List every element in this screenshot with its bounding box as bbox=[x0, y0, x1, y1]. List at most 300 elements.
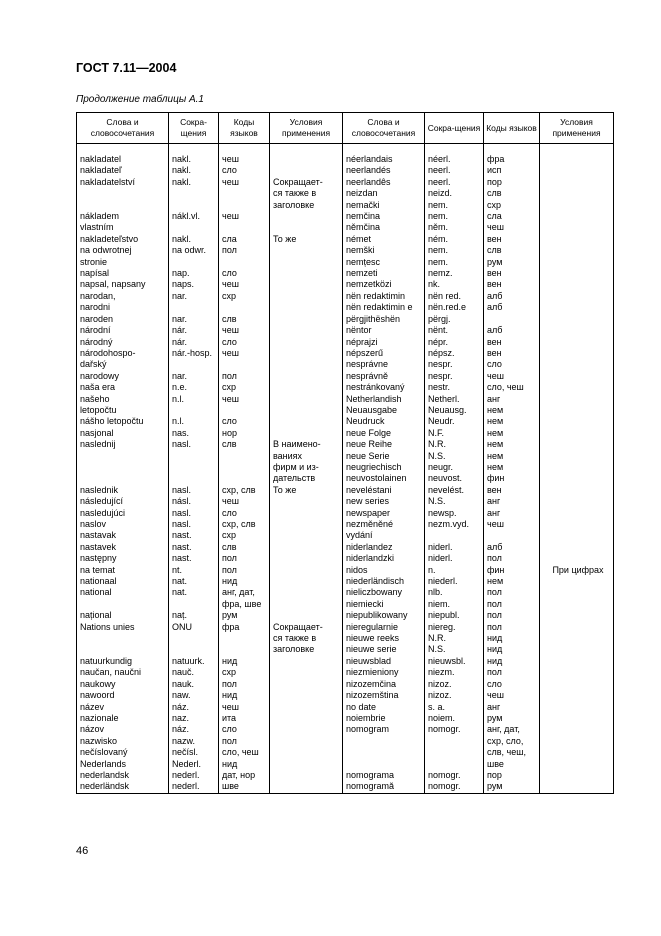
abbr-right: nem. bbox=[425, 257, 484, 268]
table-row bbox=[77, 314, 614, 325]
code-left: схр, слв bbox=[219, 519, 270, 530]
word-right bbox=[343, 747, 425, 758]
condition-left: ваниях bbox=[270, 451, 343, 462]
code-left: пол bbox=[219, 565, 270, 576]
code-right: сло bbox=[484, 359, 540, 370]
abbr-right: nem. bbox=[425, 245, 484, 256]
abbr-right: nizoz. bbox=[425, 679, 484, 690]
abbr-right: nieuwsbl. bbox=[425, 656, 484, 667]
code-right: пол bbox=[484, 622, 540, 633]
condition-right bbox=[540, 770, 614, 781]
condition-right: При цифрах bbox=[540, 565, 614, 576]
word-left: nawoord bbox=[77, 690, 169, 701]
code-left: пол bbox=[219, 679, 270, 690]
condition-left bbox=[270, 245, 343, 256]
abbr-right: N.R. bbox=[425, 439, 484, 450]
code-left: пол bbox=[219, 736, 270, 747]
abbr-right: nezm.vyd. bbox=[425, 519, 484, 530]
table-row bbox=[77, 302, 614, 313]
table-row bbox=[77, 610, 614, 621]
code-left: чеш bbox=[219, 496, 270, 507]
code-left: слв bbox=[219, 542, 270, 553]
word-left: nationaal bbox=[77, 576, 169, 587]
abbr-right: nën.red.e bbox=[425, 302, 484, 313]
condition-right bbox=[540, 759, 614, 770]
code-right: вен bbox=[484, 337, 540, 348]
abbr-right: nomogr. bbox=[425, 781, 484, 793]
condition-right bbox=[540, 519, 614, 530]
condition-left bbox=[270, 302, 343, 313]
condition-left bbox=[270, 211, 343, 222]
abbr-left bbox=[169, 222, 219, 233]
abbr-left: nečísl. bbox=[169, 747, 219, 758]
table-row bbox=[77, 530, 614, 541]
abbr-left: nár. bbox=[169, 325, 219, 336]
word-right: nemčina bbox=[343, 211, 425, 222]
abbr-left: nár. bbox=[169, 337, 219, 348]
code-left: сло bbox=[219, 724, 270, 735]
word-right: Neuausgabe bbox=[343, 405, 425, 416]
abbr-left bbox=[169, 633, 219, 644]
condition-right bbox=[540, 268, 614, 279]
code-left: нид bbox=[219, 690, 270, 701]
condition-right bbox=[540, 610, 614, 621]
table-header-row bbox=[77, 113, 614, 144]
word-left: naša era bbox=[77, 382, 169, 393]
code-left: чеш bbox=[219, 348, 270, 359]
table-row bbox=[77, 234, 614, 245]
word-right: niderlandzki bbox=[343, 553, 425, 564]
table-row bbox=[77, 325, 614, 336]
table-row bbox=[77, 428, 614, 439]
table-row bbox=[77, 576, 614, 587]
code-right: нем bbox=[484, 451, 540, 462]
word-right: niderlandez bbox=[343, 542, 425, 553]
abbr-left: nazw. bbox=[169, 736, 219, 747]
document-header: ГОСТ 7.11—2004 bbox=[76, 61, 177, 75]
abbr-right: nestr. bbox=[425, 382, 484, 393]
table-row bbox=[77, 702, 614, 713]
code-right: фин bbox=[484, 473, 540, 484]
table-row bbox=[77, 257, 614, 268]
word-left: národný bbox=[77, 337, 169, 348]
table-row bbox=[77, 553, 614, 564]
condition-right bbox=[540, 200, 614, 211]
condition-right bbox=[540, 713, 614, 724]
word-left: nakladateľ bbox=[77, 165, 169, 176]
word-right: no date bbox=[343, 702, 425, 713]
abbr-left bbox=[169, 644, 219, 655]
condition-left bbox=[270, 165, 343, 176]
code-right: нид bbox=[484, 633, 540, 644]
abbr-right: niem. bbox=[425, 599, 484, 610]
abbr-right bbox=[425, 759, 484, 770]
code-left: чеш bbox=[219, 154, 270, 165]
condition-right bbox=[540, 257, 614, 268]
code-right bbox=[484, 530, 540, 541]
table-row bbox=[77, 508, 614, 519]
condition-right bbox=[540, 348, 614, 359]
table-row bbox=[77, 473, 614, 484]
abbr-left bbox=[169, 473, 219, 484]
word-left: národohospo- bbox=[77, 348, 169, 359]
condition-left: То же bbox=[270, 485, 343, 496]
condition-right bbox=[540, 451, 614, 462]
abbr-right: niereg. bbox=[425, 622, 484, 633]
word-left bbox=[77, 451, 169, 462]
word-left: nasjonal bbox=[77, 428, 169, 439]
table-row bbox=[77, 394, 614, 405]
condition-left bbox=[270, 428, 343, 439]
code-left bbox=[219, 200, 270, 211]
word-right: niepublikowany bbox=[343, 610, 425, 621]
code-right: вен bbox=[484, 234, 540, 245]
word-right: neue Reihe bbox=[343, 439, 425, 450]
word-left: nakladatel bbox=[77, 154, 169, 165]
condition-left bbox=[270, 679, 343, 690]
code-left bbox=[219, 451, 270, 462]
abbr-right: N.S. bbox=[425, 451, 484, 462]
condition-left bbox=[270, 405, 343, 416]
condition-left bbox=[270, 530, 343, 541]
abbr-left: nt. bbox=[169, 565, 219, 576]
condition-left bbox=[270, 382, 343, 393]
code-right: рум bbox=[484, 257, 540, 268]
abbr-right: néerl. bbox=[425, 154, 484, 165]
code-right: слв bbox=[484, 188, 540, 199]
code-left: схр bbox=[219, 291, 270, 302]
condition-left: Сокращает- bbox=[270, 622, 343, 633]
code-left bbox=[219, 633, 270, 644]
word-left bbox=[77, 644, 169, 655]
abbr-left bbox=[169, 462, 219, 473]
abbr-left: nár.-hosp. bbox=[169, 348, 219, 359]
condition-left bbox=[270, 268, 343, 279]
code-right: нем bbox=[484, 576, 540, 587]
abbreviations-table bbox=[76, 112, 614, 794]
code-right: нем bbox=[484, 462, 540, 473]
word-right: nomogram bbox=[343, 724, 425, 735]
condition-right bbox=[540, 644, 614, 655]
code-right: алб bbox=[484, 542, 540, 553]
abbr-left: náz. bbox=[169, 724, 219, 735]
code-right: вен bbox=[484, 485, 540, 496]
code-right: вен bbox=[484, 268, 540, 279]
table-row bbox=[77, 724, 614, 735]
condition-right bbox=[540, 724, 614, 735]
word-right: nëntor bbox=[343, 325, 425, 336]
abbr-left: násl. bbox=[169, 496, 219, 507]
condition-right bbox=[540, 781, 614, 793]
condition-right bbox=[540, 679, 614, 690]
word-left: našeho bbox=[77, 394, 169, 405]
word-left bbox=[77, 462, 169, 473]
word-right: Netherlandish bbox=[343, 394, 425, 405]
word-left: stronie bbox=[77, 257, 169, 268]
table-row bbox=[77, 416, 614, 427]
abbr-left: nat. bbox=[169, 587, 219, 598]
condition-left bbox=[270, 587, 343, 598]
condition-right bbox=[540, 314, 614, 325]
word-left: naslednik bbox=[77, 485, 169, 496]
condition-left bbox=[270, 724, 343, 735]
condition-left bbox=[270, 610, 343, 621]
abbr-right: niepubl. bbox=[425, 610, 484, 621]
condition-right bbox=[540, 599, 614, 610]
word-right: niederländisch bbox=[343, 576, 425, 587]
code-right: алб bbox=[484, 291, 540, 302]
condition-left bbox=[270, 337, 343, 348]
code-right: пол bbox=[484, 553, 540, 564]
condition-right bbox=[540, 337, 614, 348]
condition-right bbox=[540, 177, 614, 188]
table-row bbox=[77, 359, 614, 370]
code-right: нем bbox=[484, 405, 540, 416]
word-left: nazionale bbox=[77, 713, 169, 724]
condition-right bbox=[540, 473, 614, 484]
header-abbr-left: Сокра-щения bbox=[169, 113, 219, 144]
code-left bbox=[219, 405, 270, 416]
code-right: исп bbox=[484, 165, 540, 176]
condition-right bbox=[540, 279, 614, 290]
code-left: дат, нор bbox=[219, 770, 270, 781]
word-right bbox=[343, 736, 425, 747]
code-left: слв bbox=[219, 439, 270, 450]
condition-right bbox=[540, 382, 614, 393]
code-right: алб bbox=[484, 302, 540, 313]
word-right: nemački bbox=[343, 200, 425, 211]
condition-right bbox=[540, 416, 614, 427]
code-right: анг bbox=[484, 496, 540, 507]
table-row bbox=[77, 405, 614, 416]
code-right: чеш bbox=[484, 371, 540, 382]
word-left: národní bbox=[77, 325, 169, 336]
word-right: nieliczbowany bbox=[343, 587, 425, 598]
word-right: nieuwe serie bbox=[343, 644, 425, 655]
condition-right bbox=[540, 485, 614, 496]
condition-left bbox=[270, 416, 343, 427]
abbr-left: nasl. bbox=[169, 508, 219, 519]
word-right: nezměněné bbox=[343, 519, 425, 530]
word-left: vlastním bbox=[77, 222, 169, 233]
code-right: пол bbox=[484, 610, 540, 621]
code-right: пол bbox=[484, 667, 540, 678]
code-left bbox=[219, 473, 270, 484]
table-row bbox=[77, 759, 614, 770]
code-left: рум bbox=[219, 610, 270, 621]
word-left bbox=[77, 188, 169, 199]
code-right: слв bbox=[484, 245, 540, 256]
word-left: nasledujúci bbox=[77, 508, 169, 519]
word-right: neizdan bbox=[343, 188, 425, 199]
header-words-right: Слова и словосочетания bbox=[343, 113, 425, 144]
word-left: naslov bbox=[77, 519, 169, 530]
code-left: схр bbox=[219, 667, 270, 678]
code-left: сло, чеш bbox=[219, 747, 270, 758]
abbr-left bbox=[169, 359, 219, 370]
code-left: чеш bbox=[219, 177, 270, 188]
word-right: němčina bbox=[343, 222, 425, 233]
condition-left bbox=[270, 222, 343, 233]
condition-left: ся также в bbox=[270, 188, 343, 199]
code-left: чеш bbox=[219, 702, 270, 713]
word-left: napísal bbox=[77, 268, 169, 279]
abbr-right: përgj. bbox=[425, 314, 484, 325]
table-row bbox=[77, 542, 614, 553]
code-right: чеш bbox=[484, 690, 540, 701]
word-left: nederlandsk bbox=[77, 770, 169, 781]
abbr-left: nákl.vl. bbox=[169, 211, 219, 222]
word-right: nën redaktimin bbox=[343, 291, 425, 302]
word-right: neerlandês bbox=[343, 177, 425, 188]
condition-left bbox=[270, 508, 343, 519]
code-right: нем bbox=[484, 416, 540, 427]
abbr-right bbox=[425, 530, 484, 541]
condition-left bbox=[270, 656, 343, 667]
code-right: рум bbox=[484, 781, 540, 793]
word-right: Neudruck bbox=[343, 416, 425, 427]
word-left bbox=[77, 599, 169, 610]
code-right: чеш bbox=[484, 519, 540, 530]
header-codes-left: Коды языков bbox=[219, 113, 270, 144]
condition-left bbox=[270, 736, 343, 747]
condition-left bbox=[270, 154, 343, 165]
abbr-left: nakl. bbox=[169, 177, 219, 188]
word-left: nakladeteľstvo bbox=[77, 234, 169, 245]
header-words-left: Слова и словосочетания bbox=[77, 113, 169, 144]
abbr-right: niderl. bbox=[425, 542, 484, 553]
condition-right bbox=[540, 359, 614, 370]
condition-left bbox=[270, 291, 343, 302]
table-row bbox=[77, 222, 614, 233]
word-right: nën redaktimin e bbox=[343, 302, 425, 313]
condition-left bbox=[270, 599, 343, 610]
abbr-right: niederl. bbox=[425, 576, 484, 587]
abbr-right: nizoz. bbox=[425, 690, 484, 701]
condition-left bbox=[270, 702, 343, 713]
abbr-right: nemz. bbox=[425, 268, 484, 279]
condition-right bbox=[540, 394, 614, 405]
abbr-left: nauč. bbox=[169, 667, 219, 678]
word-right: néprajzi bbox=[343, 337, 425, 348]
word-right: neuvostolainen bbox=[343, 473, 425, 484]
condition-left bbox=[270, 667, 343, 678]
table-row bbox=[77, 713, 614, 724]
abbr-left bbox=[169, 257, 219, 268]
code-left bbox=[219, 188, 270, 199]
abbr-left: Nederl. bbox=[169, 759, 219, 770]
header-conditions-right: Условия применения bbox=[540, 113, 614, 144]
abbr-left: nakl. bbox=[169, 165, 219, 176]
condition-right bbox=[540, 291, 614, 302]
abbr-right: Neudr. bbox=[425, 416, 484, 427]
code-right: нид bbox=[484, 644, 540, 655]
word-left: następny bbox=[77, 553, 169, 564]
header-conditions-left: Условия применения bbox=[270, 113, 343, 144]
abbr-left bbox=[169, 599, 219, 610]
abbr-right: nënt. bbox=[425, 325, 484, 336]
word-right: nemzetközi bbox=[343, 279, 425, 290]
code-right: нид bbox=[484, 656, 540, 667]
word-left: natuurkundig bbox=[77, 656, 169, 667]
code-left: чеш bbox=[219, 211, 270, 222]
word-left: názov bbox=[77, 724, 169, 735]
code-right: вен bbox=[484, 279, 540, 290]
abbr-right: něm. bbox=[425, 222, 484, 233]
table-row bbox=[77, 599, 614, 610]
code-left: слв bbox=[219, 314, 270, 325]
code-left: ита bbox=[219, 713, 270, 724]
word-right: nieregularnie bbox=[343, 622, 425, 633]
code-right: нем bbox=[484, 428, 540, 439]
word-left: letopočtu bbox=[77, 405, 169, 416]
condition-right bbox=[540, 165, 614, 176]
word-right: newspaper bbox=[343, 508, 425, 519]
code-right: сло bbox=[484, 679, 540, 690]
condition-right bbox=[540, 747, 614, 758]
word-left: narodni bbox=[77, 302, 169, 313]
abbr-right: nën red. bbox=[425, 291, 484, 302]
code-left: сло bbox=[219, 416, 270, 427]
word-right bbox=[343, 759, 425, 770]
code-left: нид bbox=[219, 759, 270, 770]
word-right: niezmieniony bbox=[343, 667, 425, 678]
abbr-right: s. a. bbox=[425, 702, 484, 713]
word-left: nášho letopočtu bbox=[77, 416, 169, 427]
abbr-left: nasl. bbox=[169, 485, 219, 496]
condition-left bbox=[270, 781, 343, 793]
abbr-left: na odwr. bbox=[169, 245, 219, 256]
word-right: neerlandés bbox=[343, 165, 425, 176]
code-left: фра, шве bbox=[219, 599, 270, 610]
table-row bbox=[77, 462, 614, 473]
word-right: përgjithëshën bbox=[343, 314, 425, 325]
abbr-left: n.e. bbox=[169, 382, 219, 393]
word-right: nieuwe reeks bbox=[343, 633, 425, 644]
code-left: нор bbox=[219, 428, 270, 439]
code-left: чеш bbox=[219, 325, 270, 336]
word-left: nastavak bbox=[77, 530, 169, 541]
word-left: nečíslovaný bbox=[77, 747, 169, 758]
abbr-left: nakl. bbox=[169, 234, 219, 245]
table-row bbox=[77, 211, 614, 222]
condition-left bbox=[270, 542, 343, 553]
code-left: чеш bbox=[219, 279, 270, 290]
code-right: фин bbox=[484, 565, 540, 576]
table-row bbox=[77, 165, 614, 176]
abbr-right: nk. bbox=[425, 279, 484, 290]
condition-left: То же bbox=[270, 234, 343, 245]
table-row bbox=[77, 279, 614, 290]
abbr-left: nasl. bbox=[169, 519, 219, 530]
abbr-left: ONU bbox=[169, 622, 219, 633]
abbr-left: nasl. bbox=[169, 439, 219, 450]
abbr-left: nas. bbox=[169, 428, 219, 439]
abbr-left: nat. bbox=[169, 576, 219, 587]
code-right: чеш bbox=[484, 222, 540, 233]
abbr-left bbox=[169, 451, 219, 462]
table-row bbox=[77, 485, 614, 496]
code-right: пор bbox=[484, 177, 540, 188]
condition-right bbox=[540, 188, 614, 199]
code-right: схр bbox=[484, 200, 540, 211]
abbr-left: naw. bbox=[169, 690, 219, 701]
table-row bbox=[77, 633, 614, 644]
condition-left: заголовке bbox=[270, 644, 343, 655]
code-right: сло, чеш bbox=[484, 382, 540, 393]
table-row bbox=[77, 519, 614, 530]
abbr-right: Netherl. bbox=[425, 394, 484, 405]
